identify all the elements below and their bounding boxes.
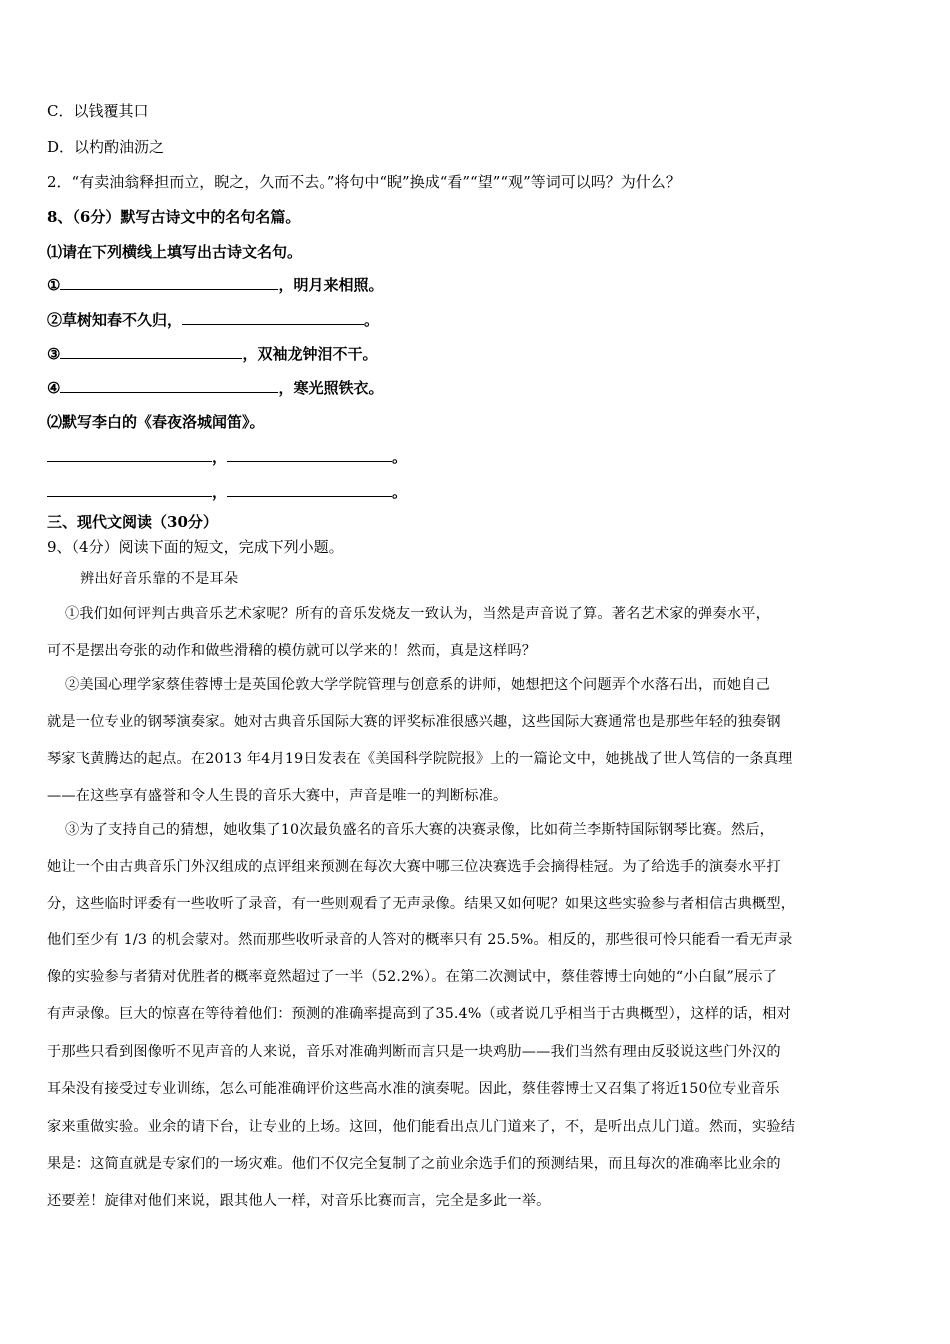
fill-blank-suffix: 。 [364, 311, 380, 329]
poem-end: 。 [392, 448, 408, 466]
article-line: 他们至少有 1/3 的机会蒙对。然而那些收听录音的人答对的概率只有 25.5%。相反的，那些很可怜只能看一看无声录 [47, 932, 793, 948]
article-line: 家来重做实验。业余的请下台，让专业的上场。这回，他们能看出点儿门道来了，不，是听出点儿门道。然而，实验结 [47, 1119, 796, 1135]
answer-blank[interactable] [227, 481, 392, 497]
answer-blank[interactable] [60, 377, 278, 393]
fill-blank-prefix: ②草树知春不久归， [47, 311, 183, 329]
answer-blank[interactable] [227, 446, 392, 462]
article-line: 有声录像。巨大的惊喜在等待着他们：预测的准确率提高到了35.4%（或者说几乎相当于古典概型），这样的话，相对 [47, 1006, 791, 1022]
article-line: ③为了支持自己的猜想，她收集了10次最负盛名的音乐大赛的决赛录像，比如荷兰李斯特国际钢琴比赛。然后， [65, 822, 775, 838]
article-line: 于那些只看到图像听不见声音的人来说，音乐对准确判断而言只是一块鸡肋——我们当然有理由反驳说这些门外汉的 [47, 1044, 781, 1060]
question-8-part1-title: ⑴请在下列横线上填写出古诗文名句。 [47, 243, 303, 261]
option-c: C．以钱覆其口 [47, 102, 149, 120]
fill-blank-item-2 [47, 309, 379, 330]
article-line: 像的实验参与者猜对优胜者的概率竟然超过了一半（52.2%）。在第二次测试中，蔡佳蓉博士向她的“小白鼠”展示了 [47, 969, 778, 985]
question-8-header: 8、（6分）默写古诗文中的名句名篇。 [47, 208, 301, 226]
answer-blank[interactable] [182, 309, 364, 325]
poem-end: 。 [392, 483, 408, 501]
article-line: 可不是摆出夸张的动作和做些滑稽的模仿就可以学来的！然而，真是这样吗？ [47, 643, 537, 659]
article-line: 就是一位专业的钢琴演奏家。她对古典音乐国际大赛的评奖标准很感兴趣，这些国际大赛通常也是那些年轻的独奏钢 [47, 714, 781, 730]
article-line: ①我们如何评判古典音乐艺术家呢？所有的音乐发烧友一致认为，当然是声音说了算。著名艺术家的弹奏水平， [65, 606, 770, 622]
fill-blank-suffix: ，双袖龙钟泪不干。 [242, 345, 378, 363]
option-d: D．以杓酌油沥之 [47, 138, 165, 156]
article-line: 还要差！旋律对他们来说，跟其他人一样，对音乐比赛而言，完全是多此一举。 [47, 1193, 551, 1209]
fill-blank-suffix: ，寒光照铁衣。 [278, 379, 384, 397]
article-line: 果是：这简直就是专家们的一场灾难。他们不仅完全复制了之前业余选手们的预测结果，而且每次的准确率比业余的 [47, 1156, 781, 1172]
article-line: 分，这些临时评委有一些收听了录音，有一些则观看了无声录像。结果又如何呢？如果这些实验参与者相信古典概型， [47, 896, 796, 912]
poem-separator: ， [212, 483, 228, 501]
article-line: 她让一个由古典音乐门外汉组成的点评组来预测在每次大赛中哪三位决赛选手会摘得桂冠。为了给选手的演奏水平打 [47, 859, 781, 875]
article-line: ②美国心理学家蔡佳蓉博士是英国伦敦大学学院管理与创意系的讲师，她想把这个问题弄个水落石出，而她自己 [65, 677, 770, 693]
fill-blank-item-1 [47, 274, 383, 295]
answer-blank[interactable] [47, 446, 212, 462]
answer-blank[interactable] [47, 481, 212, 497]
answer-blank[interactable] [60, 274, 278, 290]
section-3-heading: 三、现代文阅读（30分） [47, 513, 218, 531]
question-8-part2-title: ⑵默写李白的《春夜洛城闻笛》。 [47, 413, 265, 431]
article-title: 辨出好音乐靠的不是耳朵 [80, 571, 239, 587]
fill-blank-prefix: ④ [47, 379, 61, 397]
article-line: ——在这些享有盛誉和令人生畏的音乐大赛中，声音是唯一的判断标准。 [47, 788, 508, 804]
fill-blank-prefix: ③ [47, 345, 61, 363]
question-9: 9、（4分）阅读下面的短文，完成下列小题。 [47, 538, 344, 556]
poem-line-2 [47, 481, 407, 502]
fill-blank-item-4 [47, 377, 383, 398]
fill-blank-item-3 [47, 343, 377, 364]
article-line: 琴家飞黄腾达的起点。在2013 年4月19日发表在《美国科学院院报》上的一篇论文中，她挑战了世人笃信的一条真理 [47, 751, 793, 767]
fill-blank-suffix: ，明月来相照。 [278, 276, 384, 294]
question-2: 2．“有卖油翁释担而立，睨之，久而不去。”将句中“睨”换成“看”“望”“观”等词可以吗？为什么？ [47, 173, 681, 191]
poem-separator: ， [212, 448, 228, 466]
fill-blank-prefix: ① [47, 276, 61, 294]
article-line: 耳朵没有接受过专业训练，怎么可能准确评价这些高水准的演奏呢。因此，蔡佳蓉博士又召集了将近150位专业音乐 [47, 1081, 780, 1097]
answer-blank[interactable] [60, 343, 242, 359]
poem-line-1 [47, 446, 407, 467]
